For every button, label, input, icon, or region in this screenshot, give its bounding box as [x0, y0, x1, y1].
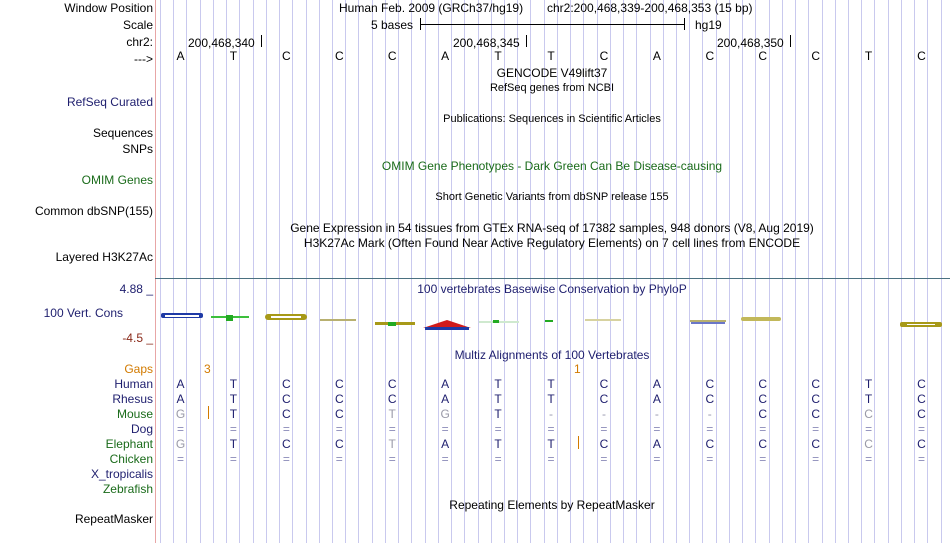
- aligned-base: C: [282, 392, 291, 406]
- aligned-base: C: [811, 392, 820, 406]
- multiz-title[interactable]: Multiz Alignments of 100 Vertebrates: [454, 348, 650, 362]
- gencode-title[interactable]: GENCODE V49lift37: [496, 66, 608, 80]
- coord-2: 200,468,345: [453, 36, 520, 50]
- omim-title[interactable]: OMIM Gene Phenotypes - Dark Green Can Be Disease-causing: [381, 159, 723, 173]
- aligned-base: T: [229, 377, 238, 391]
- aligned-base: T: [388, 407, 396, 421]
- aligned-base: =: [759, 452, 767, 466]
- aligned-base: C: [758, 407, 768, 421]
- species-label[interactable]: X_tropicalis: [90, 467, 153, 481]
- aligned-base: C: [917, 377, 926, 391]
- aligned-base: T: [864, 392, 873, 406]
- aligned-base: T: [864, 377, 873, 391]
- reference-base: C: [811, 49, 820, 63]
- repeatmasker-title[interactable]: Repeating Elements by RepeatMasker: [449, 498, 655, 512]
- aligned-base: A: [652, 392, 661, 406]
- aligned-base: -: [654, 407, 659, 421]
- aligned-base: =: [812, 422, 820, 436]
- aligned-base: =: [865, 452, 873, 466]
- common-dbsnp-label[interactable]: Common dbSNP(155): [34, 204, 153, 218]
- aligned-base: =: [335, 422, 343, 436]
- window-position-label: Window Position: [64, 1, 153, 15]
- aligned-base: C: [334, 437, 344, 451]
- aligned-base: C: [705, 437, 715, 451]
- aligned-base: T: [494, 392, 502, 406]
- aligned-base: =: [282, 452, 290, 466]
- aligned-base: =: [547, 452, 555, 466]
- aligned-base: =: [865, 422, 873, 436]
- gaps-label: Gaps: [124, 362, 153, 376]
- refseq-curated-label[interactable]: RefSeq Curated: [66, 95, 153, 109]
- conservation-logo: [155, 300, 950, 340]
- species-label[interactable]: Human: [114, 377, 153, 391]
- position-info: chr2:200,468,339-200,468,353 (15 bp): [547, 1, 753, 15]
- species-label[interactable]: Elephant: [105, 437, 153, 451]
- aligned-base: C: [811, 377, 820, 391]
- species-label[interactable]: Rhesus: [112, 392, 153, 406]
- species-label[interactable]: Zebrafish: [102, 482, 153, 496]
- scale-text: 5 bases: [371, 18, 414, 32]
- coord-3: 200,468,350: [717, 36, 784, 50]
- aligned-base: A: [441, 377, 450, 391]
- aligned-base: =: [494, 452, 502, 466]
- aligned-base: C: [599, 392, 609, 406]
- reference-base: T: [229, 49, 238, 63]
- aligned-base: C: [282, 437, 291, 451]
- aligned-base: =: [176, 422, 184, 436]
- aligned-base: A: [441, 392, 450, 406]
- aligned-base: C: [599, 437, 609, 451]
- aligned-base: =: [176, 452, 184, 466]
- layered-h3k27ac-label[interactable]: Layered H3K27Ac: [55, 250, 153, 264]
- phylop-min-value: -4.5 _: [122, 331, 153, 345]
- aligned-base: G: [440, 407, 450, 421]
- aligned-base: G: [175, 407, 186, 421]
- reference-base: A: [176, 49, 185, 63]
- aligned-base: C: [811, 407, 820, 421]
- aligned-base: A: [176, 392, 185, 406]
- aligned-base: C: [334, 377, 344, 391]
- reference-base: C: [758, 49, 768, 63]
- track-divider: [155, 278, 950, 279]
- publications-title[interactable]: Publications: Sequences in Scientific Articles: [443, 113, 661, 125]
- aligned-base: T: [547, 392, 555, 406]
- aligned-base: T: [229, 407, 238, 421]
- aligned-base: T: [229, 392, 238, 406]
- assembly-info: Human Feb. 2009 (GRCh37/hg19): [339, 1, 524, 15]
- aligned-base: =: [759, 422, 767, 436]
- aligned-base: T: [229, 437, 238, 451]
- aligned-base: C: [758, 392, 768, 406]
- aligned-base: =: [441, 422, 449, 436]
- reference-base: T: [864, 49, 873, 63]
- gtex-title[interactable]: Gene Expression in 54 tissues from GTEx RNA-seq of 17382 samples, 948 donors (V8, Aug 2019): [290, 221, 814, 235]
- aligned-base: C: [282, 407, 291, 421]
- aligned-base: A: [176, 377, 185, 391]
- gap-marker-elephant: [578, 436, 579, 449]
- aligned-base: T: [494, 407, 502, 421]
- aligned-base: =: [494, 422, 502, 436]
- aligned-base: A: [652, 437, 661, 451]
- snps-label[interactable]: SNPs: [122, 142, 153, 156]
- reference-base: C: [599, 49, 609, 63]
- aligned-base: C: [864, 437, 873, 451]
- aligned-base: C: [917, 392, 926, 406]
- reference-base: C: [705, 49, 715, 63]
- aligned-base: -: [707, 407, 712, 421]
- aligned-base: -: [601, 407, 606, 421]
- aligned-base: C: [758, 377, 768, 391]
- aligned-base: T: [547, 437, 555, 451]
- aligned-base: C: [917, 437, 926, 451]
- aligned-base: C: [811, 437, 820, 451]
- sequences-label[interactable]: Sequences: [92, 126, 153, 140]
- refseq-subtitle[interactable]: RefSeq genes from NCBI: [489, 82, 615, 94]
- species-label[interactable]: Chicken: [109, 452, 153, 466]
- aligned-base: =: [229, 422, 237, 436]
- omim-genes-label[interactable]: OMIM Genes: [81, 173, 153, 187]
- aligned-base: =: [600, 452, 608, 466]
- aligned-base: =: [547, 422, 555, 436]
- strand-label: --->: [134, 52, 153, 66]
- aligned-base: G: [175, 437, 186, 451]
- gap-count-1: 3: [204, 362, 211, 376]
- aligned-base: =: [388, 422, 396, 436]
- aligned-base: -: [549, 407, 553, 421]
- aligned-base: =: [706, 422, 714, 436]
- aligned-base: =: [653, 452, 661, 466]
- aligned-base: C: [334, 407, 344, 421]
- aligned-base: =: [282, 422, 290, 436]
- repeatmasker-label[interactable]: RepeatMasker: [74, 512, 153, 526]
- aligned-base: =: [600, 422, 608, 436]
- phylop-title[interactable]: 100 vertebrates Basewise Conservation by PhyloP: [417, 282, 687, 296]
- reference-base: C: [387, 49, 397, 63]
- aligned-base: C: [282, 377, 291, 391]
- species-label[interactable]: Mouse: [116, 407, 153, 421]
- aligned-base: =: [653, 422, 661, 436]
- gap-count-2: 1: [574, 362, 581, 376]
- species-label[interactable]: Dog: [130, 422, 153, 436]
- reference-base: T: [494, 49, 502, 63]
- aligned-base: A: [441, 437, 450, 451]
- aligned-base: C: [705, 392, 715, 406]
- reference-base: C: [282, 49, 291, 63]
- chr-label: chr2:: [126, 35, 153, 49]
- aligned-base: =: [918, 422, 926, 436]
- aligned-base: C: [334, 392, 344, 406]
- aligned-base: =: [229, 452, 237, 466]
- aligned-base: C: [705, 377, 715, 391]
- aligned-base: T: [547, 377, 555, 391]
- aligned-base: T: [494, 437, 502, 451]
- gap-marker-mouse: [208, 406, 209, 419]
- aligned-base: =: [441, 452, 449, 466]
- db-label: hg19: [695, 18, 722, 32]
- aligned-base: C: [599, 377, 609, 391]
- dbsnp-title[interactable]: Short Genetic Variants from dbSNP release 155: [435, 191, 669, 203]
- aligned-base: T: [494, 377, 502, 391]
- aligned-base: C: [387, 392, 397, 406]
- coord-1: 200,468,340: [188, 36, 255, 50]
- aligned-base: C: [758, 437, 768, 451]
- aligned-base: C: [917, 407, 926, 421]
- aligned-base: =: [918, 452, 926, 466]
- aligned-base: T: [388, 437, 396, 451]
- reference-base: A: [652, 49, 661, 63]
- aligned-base: =: [812, 452, 820, 466]
- aligned-base: =: [706, 452, 714, 466]
- aligned-base: C: [387, 377, 397, 391]
- scale-label: Scale: [122, 18, 153, 32]
- phylop-max-value: 4.88 _: [119, 282, 153, 296]
- reference-base: C: [917, 49, 926, 63]
- h3k27ac-title[interactable]: H3K27Ac Mark (Often Found Near Active Regulatory Elements) on 7 cell lines from ENCODE: [303, 236, 801, 250]
- reference-base: A: [441, 49, 450, 63]
- aligned-base: =: [388, 452, 396, 466]
- reference-base: T: [547, 49, 555, 63]
- vert-cons-label[interactable]: 100 Vert. Cons: [43, 306, 123, 320]
- reference-base: C: [334, 49, 344, 63]
- aligned-base: C: [864, 407, 873, 421]
- aligned-base: =: [335, 452, 343, 466]
- aligned-base: A: [652, 377, 661, 391]
